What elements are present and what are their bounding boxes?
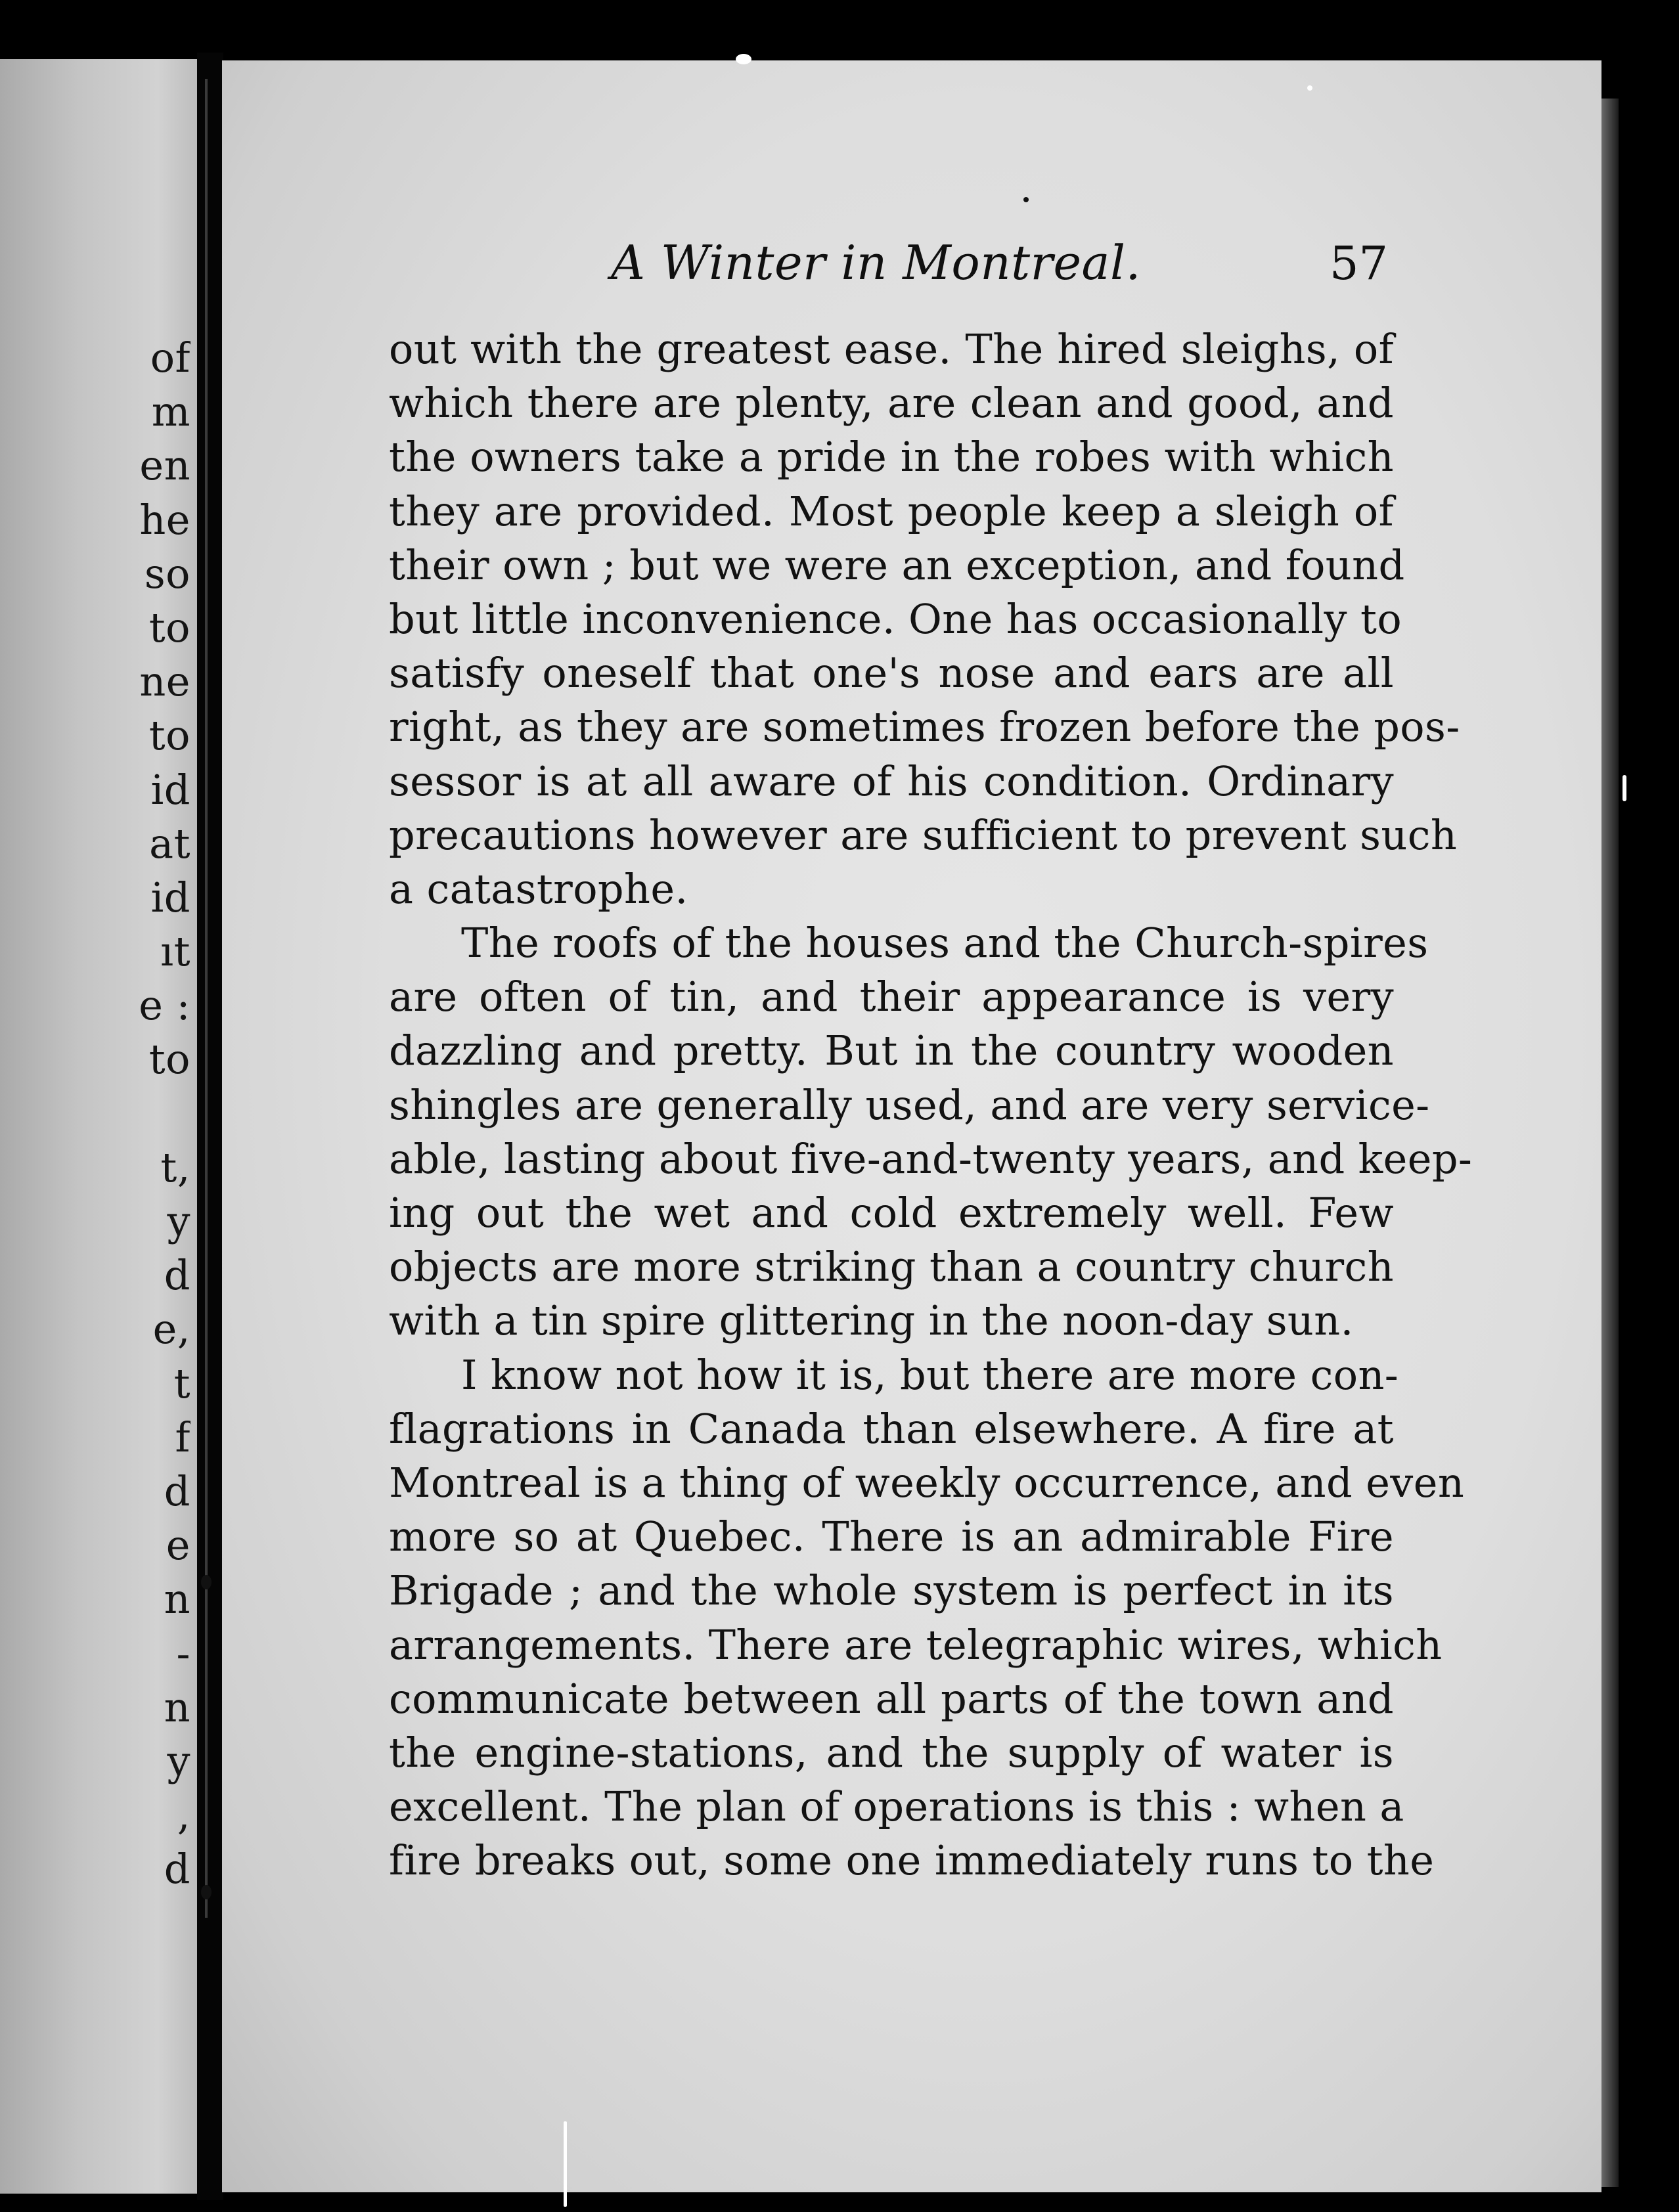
text-line: satisfy oneself that one's nose and ears are all [389,649,1394,697]
left-page-fragment: y [167,1197,190,1245]
text-line: I know not how it is, but there are more con- [461,1350,1399,1399]
left-page-fragment: of [150,334,190,382]
left-page-fragment: at [149,819,190,868]
page-body-text [389,322,1473,1888]
text-line: communicate between all parts of the town and [389,1674,1394,1723]
left-page-fragment: n [164,1683,190,1731]
text-line: more so at Quebec. There is an admirable Fire [389,1513,1394,1561]
left-page-fragment: id [150,765,190,814]
text-line: ing out the wet and cold extremely well. Few [389,1189,1394,1237]
gutter-fold-line [205,79,208,1918]
left-page-fragment: , [177,1791,190,1840]
text-line: objects are more striking than a country church [389,1243,1394,1291]
scan-speck [1023,197,1029,202]
text-line: sessor is at all aware of his condition. Ordinary [389,757,1394,805]
text-line: they are provided. Most people keep a sleigh of [389,487,1394,535]
text-line: right, as they are sometimes frozen before the pos- [389,703,1460,751]
text-line: flagrations in Canada than elsewhere. A fire at [389,1404,1394,1453]
text-line: with a tin spire glittering in the noon-day sun. [389,1296,1354,1345]
text-line: arrangements. There are telegraphic wires, which [389,1620,1443,1669]
text-line: the engine-stations, and the supply of water is [389,1728,1394,1777]
page-number: 57 [1330,236,1389,290]
scan-speck [201,1575,212,1589]
left-page-fragment: e [166,1521,190,1570]
left-page-text-fragments [0,331,190,1896]
running-head: A Winter in Montreal. [611,235,1141,290]
left-page-fragment: so [144,549,190,598]
text-line: their own ; but we were an exception, and found [389,541,1405,589]
left-page-fragment: n [164,1575,190,1624]
left-page-fragment: to [148,711,190,760]
left-page-fragment [0,1087,190,1141]
left-page-fragment: he [139,495,190,544]
book-gutter [197,53,223,2200]
left-page-fragment: ıt [160,927,190,976]
text-line: excellent. The plan of operations is this : when a [389,1782,1404,1831]
text-line: out with the greatest ease. The hired sleighs, of [389,325,1394,373]
text-line: fire breaks out, some one immediately runs to the [389,1836,1435,1885]
text-line: but little inconvenience. One has occasionally to [389,594,1402,643]
left-page-fragment: t, [160,1143,190,1191]
left-page-fragment: d [164,1467,190,1515]
text-line: precautions however are sufficient to prevent such [389,810,1458,859]
text-line: Brigade ; and the whole system is perfect in its [389,1566,1394,1615]
left-page-fragment: f [175,1413,190,1461]
left-page-fragment: y [167,1736,190,1785]
left-page-fragment: en [139,441,190,490]
text-line: a catastrophe. [389,864,688,913]
text-line: dazzling and pretty. But in the country wooden [389,1027,1394,1075]
text-line: The roofs of the houses and the Church-spires [461,919,1429,967]
scan-speck [736,54,751,64]
left-page-fragment: t [173,1359,190,1407]
scan-speck [564,2121,567,2207]
left-page-fragment: d [164,1845,190,1893]
text-line: shingles are generally used, and are very service- [389,1080,1430,1129]
left-page-fragment: ne [139,657,190,706]
left-page-fragment: to [148,1035,190,1084]
left-page-fragment: - [176,1629,190,1677]
text-line: the owners take a pride in the robes with which [389,433,1394,481]
left-page-fragment: e : [139,981,190,1030]
left-page-fragment: m [151,387,190,436]
text-line: are often of tin, and their appearance is very [389,973,1394,1021]
text-line: which there are plenty, are clean and good, and [389,379,1394,428]
left-facing-page [0,59,197,2194]
scan-speck [201,1885,212,1899]
left-page-fragment: to [148,603,190,652]
left-page-fragment: e, [152,1305,190,1354]
text-line: Montreal is a thing of weekly occurrence, and even [389,1458,1465,1507]
page-edge-shadow [1601,99,1619,2187]
text-line: able, lasting about five-and-twenty years, and keep- [389,1134,1473,1183]
scan-speck [1307,85,1312,91]
left-page-fragment: id [150,873,190,921]
left-page-fragment: d [164,1251,190,1300]
scan-speck [1623,775,1626,801]
